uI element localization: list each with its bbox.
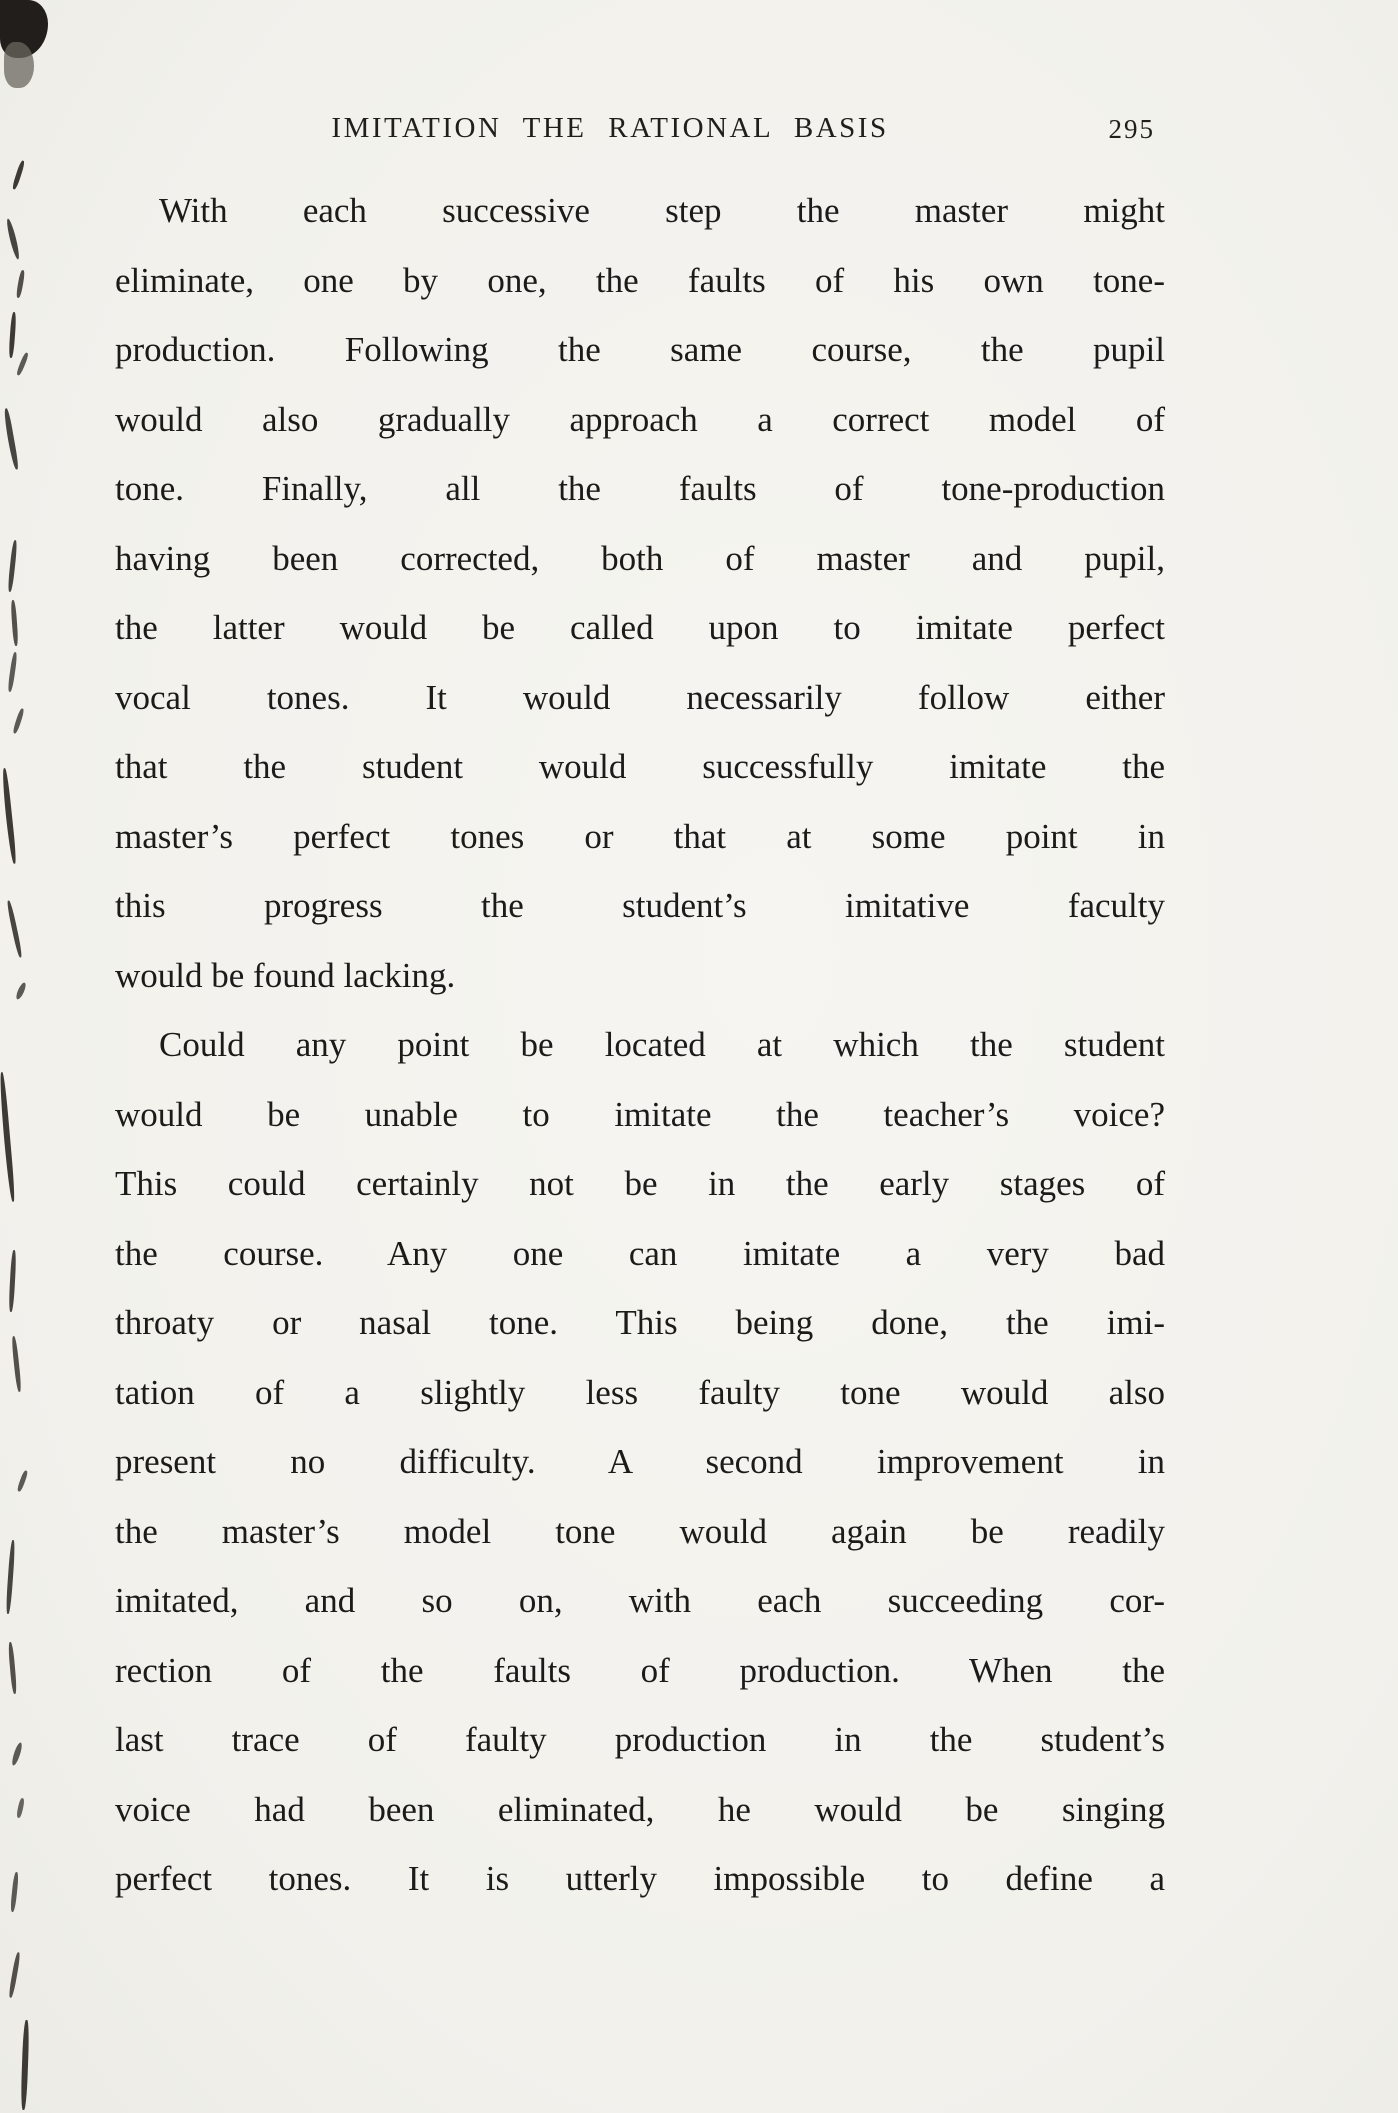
scan-ink-mark [6,900,23,958]
scan-ink-mark [10,600,18,646]
text-line: that the student would successfully imitate the [115,747,1165,786]
scan-ink-mark [15,982,28,1001]
text-line: the master’s model tone would again be readily [115,1511,1165,1551]
scan-ink-mark [20,2020,29,2110]
text-line: would be unable to imitate the teacher’s voice? [115,1094,1165,1134]
corner-ink-blob [0,0,48,58]
page-header [115,112,1165,154]
text-line: vocal tones. It would necessarily follow either [115,677,1165,717]
scan-ink-mark [5,218,21,260]
text-line: this progress the student’s imitative faculty [115,886,1165,925]
text-line: With each successive step the master might [159,191,1165,230]
text-line: imitated, and so on, with each succeeding cor- [115,1581,1165,1620]
scan-ink-mark [12,708,25,734]
text-line: throaty or nasal tone. This being done, the imi- [115,1303,1165,1342]
text-line: the course. Any one can imitate a very bad [115,1233,1165,1273]
text-line: having been corrected, both of master and pupil, [115,538,1165,578]
text-line: perfect tones. It is utterly impossible to define a [115,1859,1165,1898]
text-line: would also gradually approach a correct model of [115,399,1165,439]
corner-ink-blob-shadow [4,42,34,88]
scan-ink-mark [11,1336,22,1392]
paragraph-1 [115,176,1165,1010]
text-line: rection of the faults of production. When the [115,1650,1165,1690]
text-line: last trace of faulty production in the student’s [115,1720,1165,1759]
scan-ink-mark [11,160,25,190]
scan-ink-mark [8,1952,21,1998]
scan-ink-mark [10,1742,23,1767]
paragraph-2 [115,1010,1165,1914]
text-line: present no difficulty. A second improvement in [115,1442,1165,1481]
text-line: would be found lacking. [115,955,456,995]
text-line: master’s perfect tones or that at some point in [115,816,1165,856]
running-head-title: IMITATION THE RATIONAL BASIS [331,112,889,144]
page-number: 295 [1108,114,1155,144]
scan-ink-mark [16,1798,25,1819]
scan-ink-mark [16,270,26,298]
text-line: tation of a slightly less faulty tone would also [115,1372,1165,1412]
text-line: production. Following the same course, the pupil [115,330,1165,369]
scan-ink-mark [16,1470,28,1492]
scan-ink-mark [7,652,18,692]
text-line: eliminate, one by one, the faults of his own tone- [115,260,1165,300]
scan-ink-mark [10,1872,19,1912]
scan-ink-mark [1,768,17,864]
scan-ink-mark [7,540,17,592]
scan-ink-mark [8,1250,16,1312]
scan-ink-mark [8,1642,18,1694]
text-line: voice had been eliminated, he would be singing [115,1789,1165,1829]
text-line: tone. Finally, all the faults of tone-production [115,469,1165,508]
page-body [115,176,1165,1914]
scan-ink-mark [16,352,30,376]
text-line: the latter would be called upon to imitate perfect [115,608,1165,647]
scan-ink-mark [0,1072,16,1202]
text-line: Could any point be located at which the student [159,1025,1165,1064]
scan-ink-mark [8,312,16,358]
scan-ink-mark [3,408,20,470]
scan-ink-mark [5,1540,15,1614]
text-line: This could certainly not be in the early stages of [115,1164,1165,1203]
